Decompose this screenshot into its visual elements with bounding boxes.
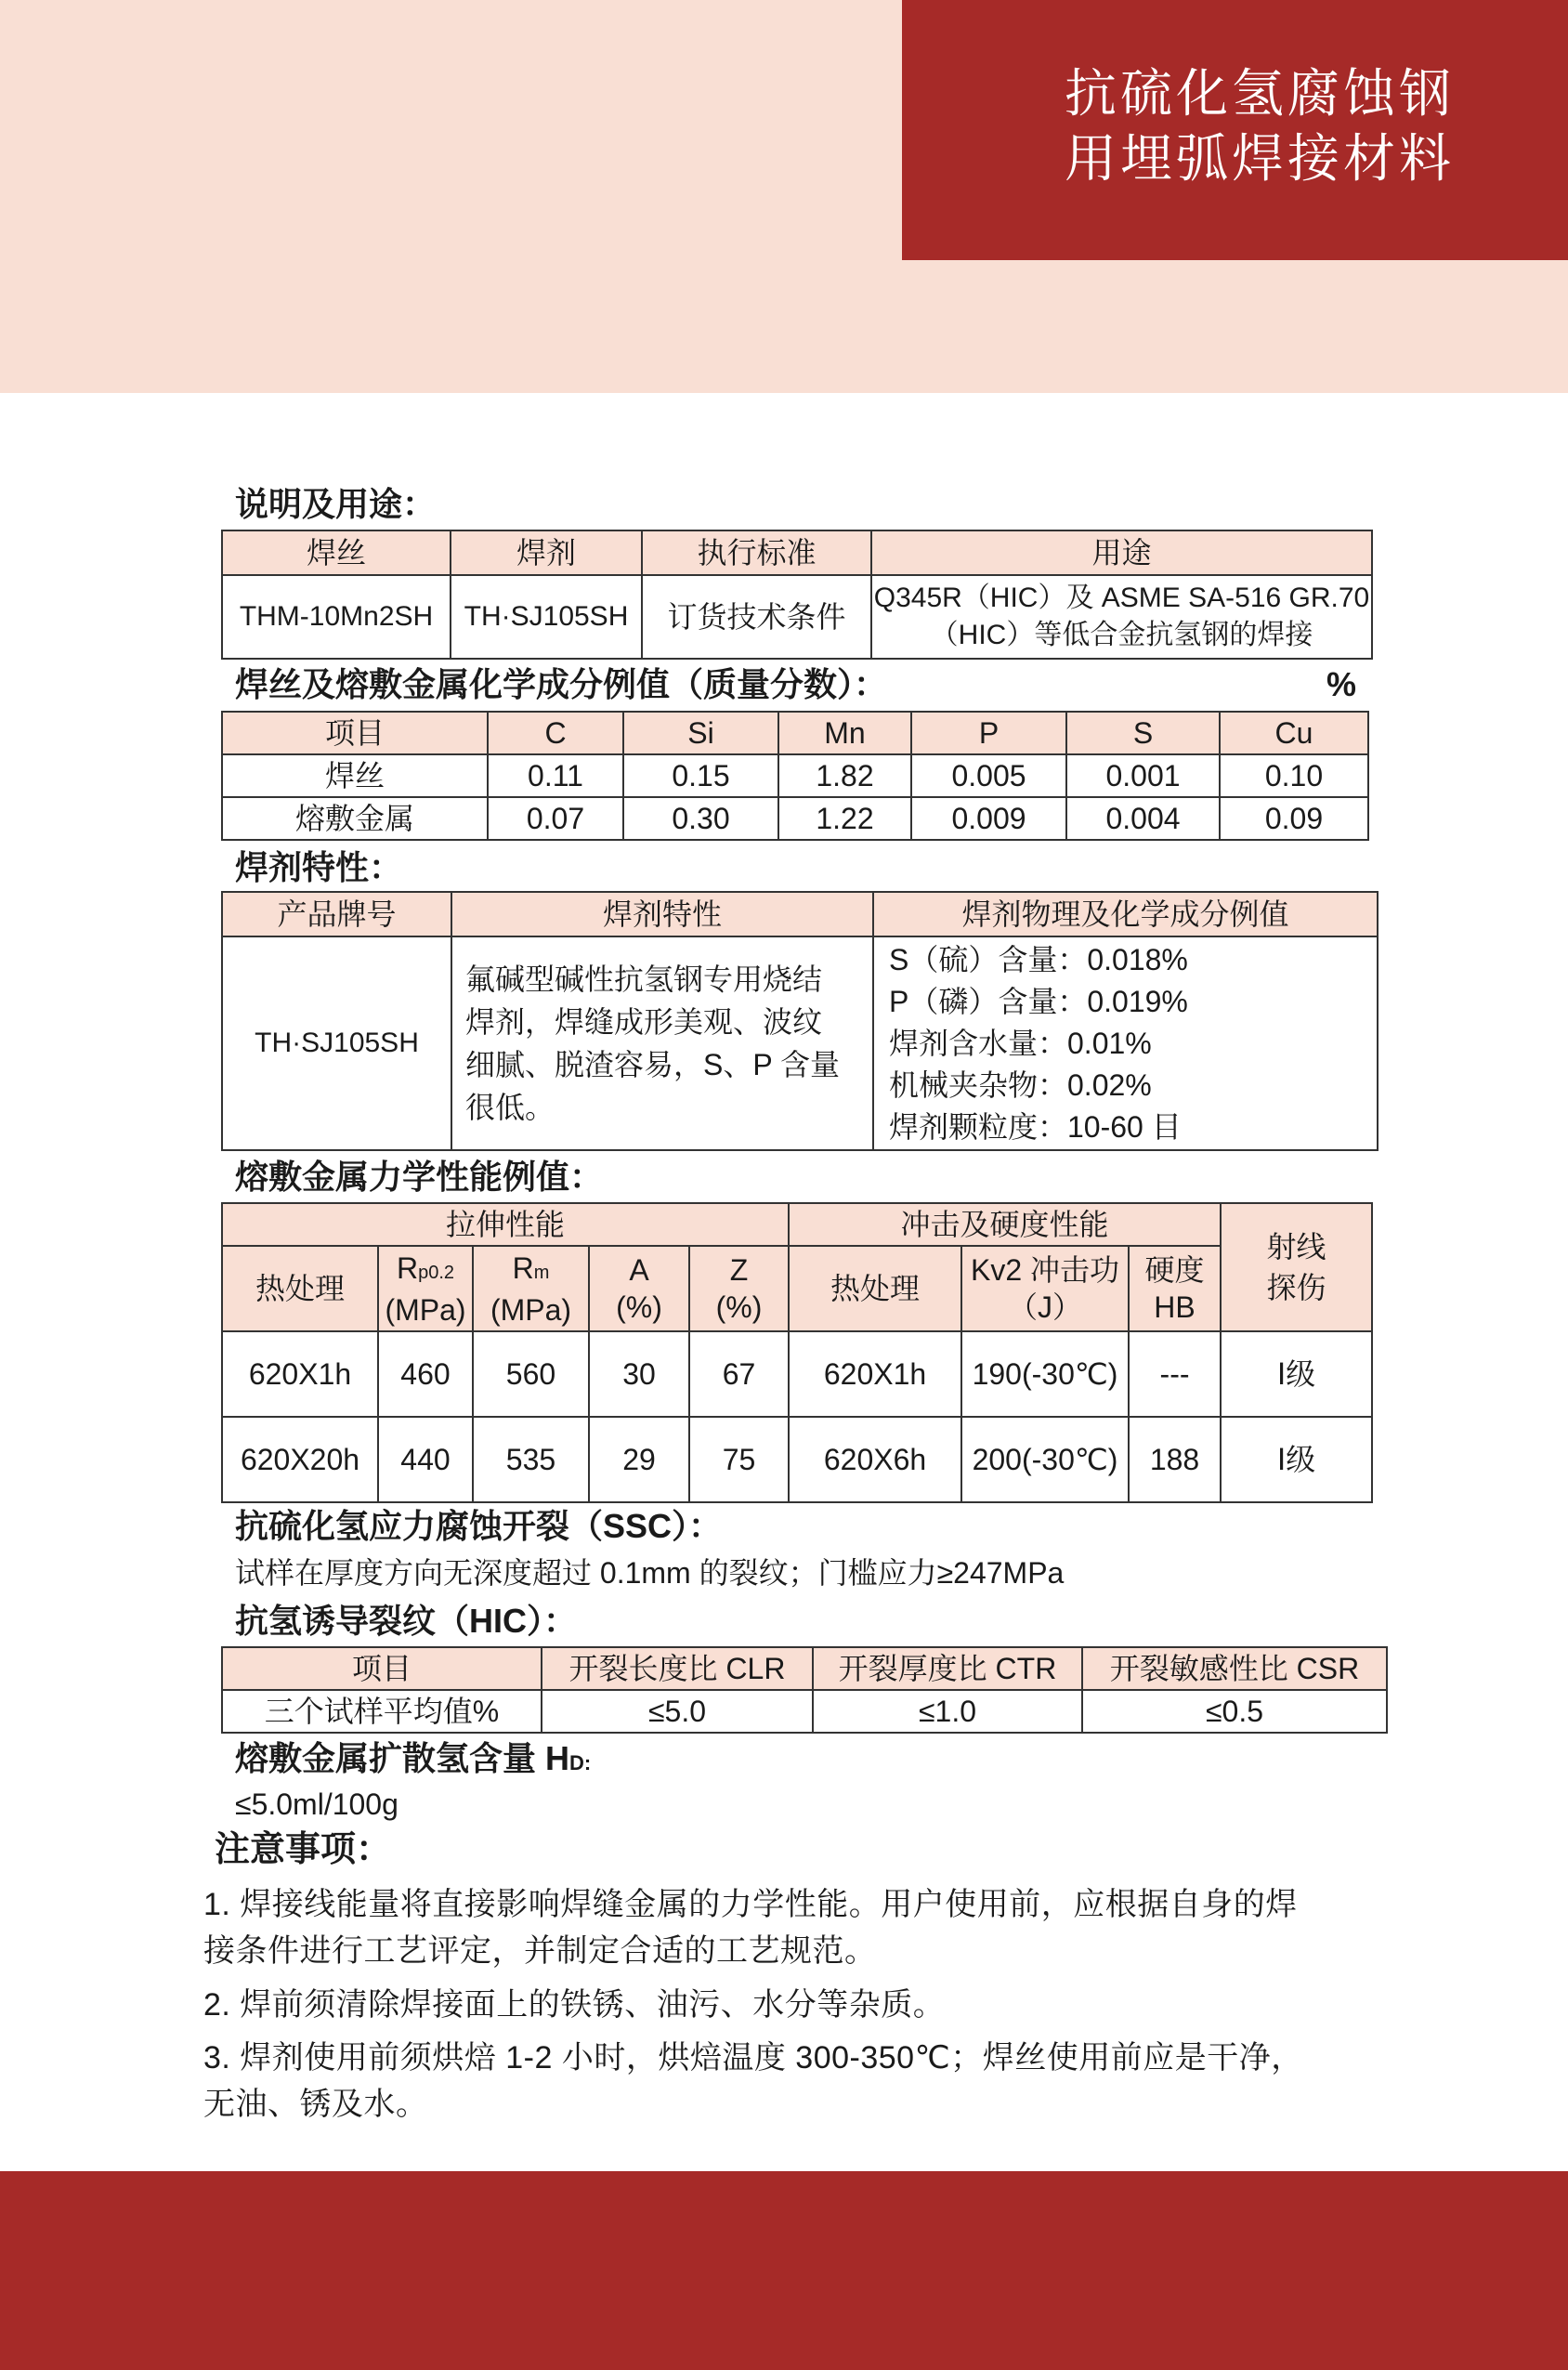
mech-cell: Ⅰ级 [1221, 1417, 1372, 1502]
mech-header-heat-2: 热处理 [789, 1246, 961, 1331]
mech-rm-unit: (MPa) [490, 1292, 572, 1327]
hic-cell: ≤1.0 [813, 1690, 1082, 1733]
mech-header-row [222, 1246, 1372, 1331]
chem-header-row [222, 712, 1368, 754]
chem-header-c: C [488, 712, 623, 754]
mech-table [221, 1202, 1373, 1503]
hd-heading [235, 1739, 591, 1783]
mech-cell: 620X1h [222, 1331, 378, 1417]
chem-cell: 1.82 [778, 754, 911, 797]
mech-kv-unit: （J） [1008, 1290, 1083, 1324]
chem-cell: 0.09 [1220, 797, 1368, 840]
chem-row-wire [222, 754, 1368, 797]
chem-cell: 0.009 [911, 797, 1066, 840]
mech-header-a [589, 1246, 689, 1331]
mech-cell: Ⅰ级 [1221, 1331, 1372, 1417]
mech-cell: 30 [589, 1331, 689, 1417]
mech-cell: 440 [378, 1417, 473, 1502]
mech-rm-main: R [512, 1250, 534, 1285]
flux-heading: 焊剂特性： [235, 848, 403, 886]
flux-brand-value: TH·SJ105SH [222, 936, 451, 1150]
hic-heading: 抗氢诱导裂纹（HIC）： [235, 1602, 577, 1640]
chem-header-s: S [1066, 712, 1220, 754]
flux-header-property: 焊剂特性 [451, 892, 873, 936]
mech-cell: 620X1h [789, 1331, 961, 1417]
usage-use-value [871, 575, 1372, 659]
hd-heading-main: 熔敷金属扩散氢含量 H [235, 1739, 570, 1777]
usage-use-line-1: Q345R（HIC）及 ASME SA-516 GR.70 [873, 583, 1370, 613]
mech-cell: 560 [473, 1331, 589, 1417]
hic-header-ctr: 开裂厚度比 CTR [813, 1647, 1082, 1690]
flux-table [221, 891, 1379, 1151]
usage-header-wire: 焊丝 [222, 530, 451, 575]
bottom-background-band [0, 2171, 1568, 2370]
usage-use-line-2: （HIC）等低合金抗氢钢的焊接 [930, 620, 1313, 650]
chem-cell: 焊丝 [222, 754, 488, 797]
mech-group-tensile: 拉伸性能 [222, 1203, 789, 1246]
mech-cell: 190(-30℃) [961, 1331, 1129, 1417]
mech-cell: --- [1129, 1331, 1221, 1417]
hic-cell: ≤5.0 [542, 1690, 813, 1733]
mech-group-rt [1221, 1203, 1372, 1331]
mech-group-row [222, 1203, 1372, 1246]
chem-cell: 0.001 [1066, 754, 1220, 797]
mech-header-rp [378, 1246, 473, 1331]
usage-table [221, 530, 1373, 660]
chem-header-si: Si [623, 712, 778, 754]
chem-cell: 0.15 [623, 754, 778, 797]
mech-cell: 535 [473, 1417, 589, 1502]
ssc-text: 试样在厚度方向无深度超过 0.1mm 的裂纹；门槛应力≥247MPa [235, 1556, 1065, 1590]
mech-cell: 188 [1129, 1417, 1221, 1502]
note-line: 无油、锈及水。 [203, 2087, 428, 2122]
chem-cell: 0.10 [1220, 754, 1368, 797]
mech-row-1 [222, 1331, 1372, 1417]
mech-header-kv [961, 1246, 1129, 1331]
mech-header-hb [1129, 1246, 1221, 1331]
notes-heading: 注意事项： [215, 1830, 392, 1869]
mech-cell: 460 [378, 1331, 473, 1417]
hic-table [221, 1646, 1388, 1734]
flux-description [451, 936, 873, 1150]
chem-cell: 1.22 [778, 797, 911, 840]
hic-cell: ≤0.5 [1082, 1690, 1387, 1733]
chem-cell: 0.004 [1066, 797, 1220, 840]
mech-row-2 [222, 1417, 1372, 1502]
flux-desc-line: 氟碱型碱性抗氢钢专用烧结 [465, 962, 823, 996]
usage-flux-value: TH·SJ105SH [451, 575, 642, 659]
flux-desc-line: 很低。 [465, 1091, 555, 1124]
hic-header-row [222, 1647, 1387, 1690]
mech-rp-unit: (MPa) [385, 1292, 466, 1327]
note-line: 1. 焊接线能量将直接影响焊缝金属的力学性能。用户使用前，应根据自身的焊 [203, 1887, 1298, 1922]
flux-value-line: 焊剂含水量：0.01% [889, 1026, 1152, 1060]
mech-z-unit: (%) [715, 1290, 763, 1324]
hic-header-clr: 开裂长度比 CLR [542, 1647, 813, 1690]
hd-text: ≤5.0ml/100g [235, 1787, 399, 1821]
chem-header-cu: Cu [1220, 712, 1368, 754]
chem-heading: 焊丝及熔敷金属化学成分例值（质量分数）： [235, 665, 888, 703]
usage-data-row [222, 575, 1372, 659]
mech-rt-line: 探伤 [1266, 1271, 1326, 1304]
mech-a-label: A [629, 1253, 649, 1287]
hd-heading-sub: D: [569, 1751, 592, 1774]
chem-cell: 0.30 [623, 797, 778, 840]
mech-heading: 熔敷金属力学性能例值： [235, 1158, 604, 1196]
note-line: 接条件进行工艺评定，并制定合适的工艺规范。 [203, 1933, 877, 1969]
chem-row-deposit [222, 797, 1368, 840]
mech-cell: 29 [589, 1417, 689, 1502]
mech-group-impact: 冲击及硬度性能 [789, 1203, 1221, 1246]
flux-data-row [222, 936, 1378, 1150]
flux-header-values: 焊剂物理及化学成分例值 [873, 892, 1378, 936]
chem-header-item: 项目 [222, 712, 488, 754]
chem-header-mn: Mn [778, 712, 911, 754]
mech-rp-main: R [396, 1250, 419, 1285]
usage-wire-value: THM-10Mn2SH [222, 575, 451, 659]
ssc-heading: 抗硫化氢应力腐蚀开裂（SSC）： [235, 1507, 723, 1545]
usage-header-flux: 焊剂 [451, 530, 642, 575]
hic-cell: 三个试样平均值% [222, 1690, 542, 1733]
mech-a-unit: (%) [616, 1290, 662, 1324]
usage-heading: 说明及用途： [235, 485, 437, 523]
mech-cell: 620X6h [789, 1417, 961, 1502]
hic-header-csr: 开裂敏感性比 CSR [1082, 1647, 1387, 1690]
mech-cell: 200(-30℃) [961, 1417, 1129, 1502]
usage-header-standard: 执行标准 [642, 530, 871, 575]
title-line-1: 抗硫化氢腐蚀钢 [1065, 64, 1455, 124]
mech-hb-line: 硬度 [1144, 1253, 1205, 1287]
flux-desc-line: 焊剂，焊缝成形美观、波纹 [465, 1005, 823, 1039]
flux-desc-line: 细腻、脱渣容易，S、P 含量 [465, 1048, 841, 1081]
mech-cell: 67 [689, 1331, 789, 1417]
hic-header-item: 项目 [222, 1647, 542, 1690]
note-line: 3. 焊剂使用前须烘焙 1-2 小时，烘焙温度 300-350℃；焊丝使用前应是干净， [203, 2040, 1303, 2075]
mech-cell: 620X20h [222, 1417, 378, 1502]
chem-table [221, 711, 1369, 841]
mech-z-label: Z [729, 1253, 749, 1287]
mech-rp-sub: p0.2 [418, 1262, 455, 1283]
flux-value-line: 焊剂颗粒度：10-60 目 [889, 1109, 1182, 1144]
chem-header-p: P [911, 712, 1066, 754]
flux-values [873, 936, 1378, 1150]
mech-hb-line: HB [1154, 1290, 1196, 1324]
flux-value-line: 机械夹杂物：0.02% [889, 1067, 1152, 1102]
usage-standard-value: 订货技术条件 [642, 575, 871, 659]
chem-cell: 熔敷金属 [222, 797, 488, 840]
flux-value-line: P（磷）含量：0.019% [889, 984, 1188, 1018]
flux-header-brand: 产品牌号 [222, 892, 451, 936]
title-box [902, 0, 1568, 260]
mech-header-heat: 热处理 [222, 1246, 378, 1331]
mech-rt-line: 射线 [1266, 1230, 1326, 1264]
title-line-2: 用埋弧焊接材料 [1065, 129, 1455, 190]
note-line: 2. 焊前须清除焊接面上的铁锈、油污、水分等杂质。 [203, 1987, 946, 2023]
chem-cell: 0.005 [911, 754, 1066, 797]
usage-header-row [222, 530, 1372, 575]
mech-cell: 75 [689, 1417, 789, 1502]
chem-unit: % [1326, 665, 1357, 703]
usage-header-use: 用途 [871, 530, 1372, 575]
mech-kv-label: Kv2 冲击功 [970, 1253, 1120, 1287]
mech-rm-sub: m [533, 1262, 550, 1283]
hic-data-row [222, 1690, 1387, 1733]
flux-value-line: S（硫）含量：0.018% [889, 942, 1188, 976]
flux-header-row [222, 892, 1378, 936]
chem-cell: 0.11 [488, 754, 623, 797]
chem-cell: 0.07 [488, 797, 623, 840]
mech-header-rm [473, 1246, 589, 1331]
mech-header-z [689, 1246, 789, 1331]
